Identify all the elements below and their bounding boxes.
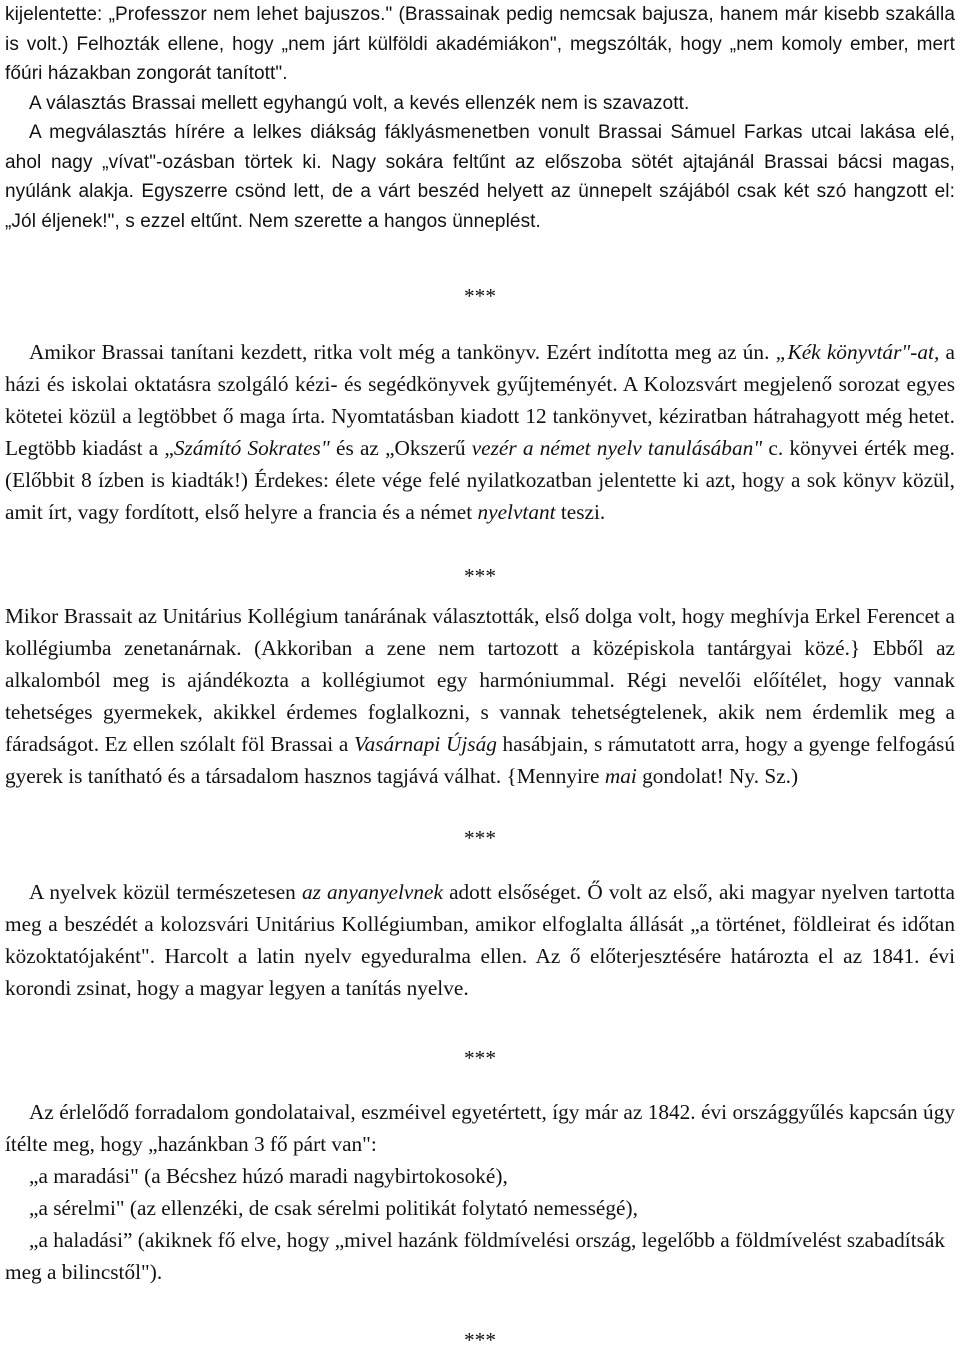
emphasis-nyelvtant: nyelvtant xyxy=(477,500,556,524)
paragraph-professor-remark: kijelentette: „Professzor nem lehet bajuszos." (Brassainak pedig nemcsak bajusza, hanem már kisebb szakálla is volt.) Felhozták ellene, hogy „nem járt külföldi akadémiákon", megszólták, hogy „nem komoly ember, mert főúri házakban zongorát tanított". xyxy=(5,4,955,84)
emphasis-vasarnapi-ujsag: Vasárnapi Újság xyxy=(353,732,497,756)
emphasis-szamito-sokrates: Számító Sokrates" xyxy=(173,436,330,460)
list-item-haladasi: „a haladási” (akiknek fő elve, hogy „mivel hazánk földmívelési ország, legelőbb a földmívelést szabadítsák meg a bilincstől"). xyxy=(5,1228,946,1284)
section-textbooks xyxy=(5,336,955,528)
list-item-maradasi: „a maradási" (a Bécshez húzó maradi nagybirtokosoké), xyxy=(29,1164,508,1188)
section-brassai-election xyxy=(5,0,955,236)
section-separator: *** xyxy=(464,1328,496,1352)
paragraph-textbooks: Amikor Brassai tanítani kezdett, ritka volt még a tankönyv. Ezért indította meg az ún. „Kék könyvtár"-at, a házi és iskolai oktatásra szolgáló kézi- és segédkönyvek gyűjteményét. A Kolozsvárt megjelenő sorozat egyes kötetei közül a legtöbbet ő maga írta. Nyomtatásban kiadott 12 tankönyvet, kéziratban hátrahagyott még hetet. Legtöbb kiadást a „Számító Sokrates" és az „Okszerű vezér a német nyelv tanulásában" c. könyvei érték meg. (Előbbit 8 ízben is kiadták!) Érdekes: élete vége felé nyilatkozatban jelentette ki azt, hogy a sok könyv közül, amit írt, vagy fordított, első helyre a francia és a német nyelvtant teszi. xyxy=(5,340,955,524)
section-parties xyxy=(5,1096,955,1288)
section-erkel-music xyxy=(5,600,955,792)
paragraph-erkel-music: Mikor Brassait az Unitárius Kollégium tanárának választották, első dolga volt, hogy meghívja Erkel Ferencet a kollégiumba zenetanárnak. (Akkoriban a zene nem tartozott a középiskola tantárgyai közé.} Ebből az alkalomból meg is ajándékozta a kollégiumot egy harmóniummal. Régi nevelői előítélet, hogy vannak tehetséges gyermekek, akikkel érdemes foglalkozni, s vannak tehetségtelenek, akik nem érdemlik meg a fáradságot. Ez ellen szólalt föl Brassai a Vasárnapi Újság hasábjain, s rámutatott arra, hogy a gyenge felfogású gyerek is tanítható és a társadalom hasznos tagjává válhat. {Mennyire mai gondolat! Ny. Sz.) xyxy=(5,604,955,788)
paragraph-unanimous-vote: A választás Brassai mellett egyhangú volt, a kevés ellenzék nem is szavazott. xyxy=(29,92,690,114)
list-item-serelmi: „a sérelmi" (az ellenzéki, de csak sérelmi politikát folytató nemességé), xyxy=(29,1196,638,1220)
section-separator: *** xyxy=(464,826,496,850)
paragraph-torchlight-procession: A megválasztás hírére a lelkes diákság fáklyásmenetben vonult Brassai Sámuel Farkas utcai lakása elé, ahol nagy „vívat"-ozásban törtek ki. Nagy sokára feltűnt az előszoba sötét ajtajánál Brassai bácsi magas, nyúlánk alakja. Egyszerre csönd lett, de a várt beszéd helyett az ünnepelt szájából csak két szó hangzott el: „Jól éljenek!", s ezzel eltűnt. Nem szerette a hangos ünneplést. xyxy=(5,122,955,232)
emphasis-anyanyelvnek: az anyanyelvnek xyxy=(301,880,443,904)
document-page xyxy=(5,0,955,1356)
emphasis-vezer-nemet-nyelv: vezér a német nyelv tanulásában" xyxy=(471,436,763,460)
section-separator: *** xyxy=(464,284,496,308)
paragraph-parties-intro: Az érlelődő forradalom gondolataival, eszméivel egyetértett, így már az 1842. évi országgyűlés kapcsán úgy ítélte meg, hogy „hazánkban 3 fő párt van": xyxy=(5,1100,955,1156)
paragraph-mother-tongue: A nyelvek közül természetesen az anyanyelvnek adott elsőséget. Ő volt az első, aki magyar nyelven tartotta meg a beszédét a kolozsvári Unitárius Kollégiumban, amikor elfoglalta állását „a történet, földleirat és időtan közoktatójaként". Harcolt a latin nyelv egyeduralma ellen. Az ő előterjesztésére határozta el az 1841. évi korondi zsinat, hogy a magyar legyen a tanítás nyelve. xyxy=(5,880,955,1000)
emphasis-kek-konyvtar: „Kék könyvtár"-at, xyxy=(775,340,940,364)
section-separator: *** xyxy=(464,564,496,588)
section-mother-tongue xyxy=(5,876,955,1004)
emphasis-mai: mai xyxy=(604,764,637,788)
section-separator: *** xyxy=(464,1046,496,1070)
